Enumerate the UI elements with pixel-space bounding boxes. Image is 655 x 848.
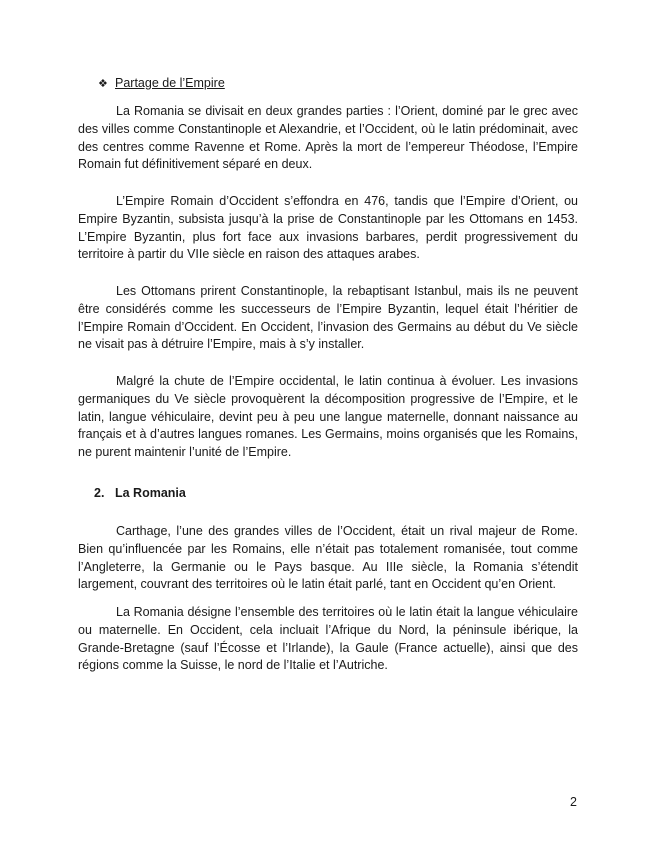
section-number: 2. bbox=[94, 486, 105, 500]
paragraph: L’Empire Romain d’Occident s’effondra en 476, tandis que l’Empire d’Orient, ou Empire Byzantin, subsista jusqu’à la prise de Constantinople par les Ottomans en 1453. L’Empire Byzantin, plus fort face aux invasions barbares, perdit progressivement du territoire à partir du VIIe siècle en raison des attaques arabes. bbox=[78, 194, 578, 262]
page-number: 2 bbox=[570, 795, 577, 809]
section-title: La Romania bbox=[115, 486, 186, 500]
subheading-partage bbox=[98, 75, 225, 92]
subheading-title: Partage de l’Empire bbox=[115, 76, 225, 90]
section-heading bbox=[94, 485, 186, 501]
diamond-bullet-icon: ❖ bbox=[98, 78, 108, 90]
paragraph: La Romania désigne l’ensemble des territoires où le latin était la langue véhiculaire ou maternelle. En Occident, cela incluait l’Afrique du Nord, la péninsule ibérique, la Grande-Bretagne (sauf l’Écosse et l’Irlande), la Gaule (France actuelle), ainsi que des régions comme la Suisse, le nord de l’Italie et l’Autriche. bbox=[78, 605, 578, 673]
paragraph: La Romania se divisait en deux grandes parties : l’Orient, dominé par le grec avec des villes comme Constantinople et Alexandrie, et l’Occident, où le latin prédominait, avec des centres comme Ravenne et Rome. Après la mort de l’empereur Théodose, l’Empire Romain fut définitivement séparé en deux. bbox=[78, 104, 578, 172]
paragraph: Carthage, l’une des grandes villes de l’Occident, était un rival majeur de Rome. Bien qu’influencée par les Romains, elle n’était pas totalement romanisée, tout comme l’Angleterre, la Germanie ou le Pays basque. Au IIIe siècle, la Romania s’étendit largement, couvrant des territoires où le latin était parlé, tant en Occident qu’en Orient. bbox=[78, 524, 578, 592]
paragraph: Les Ottomans prirent Constantinople, la rebaptisant Istanbul, mais ils ne peuvent être considérés comme les successeurs de l’Empire Byzantin, lequel était l’héritier de l’Empire Romain d’Occident. En Occident, l’invasion des Germains au début du Ve siècle ne visait pas à détruire l’Empire, mais à s’y installer. bbox=[78, 284, 578, 352]
paragraph: Malgré la chute de l’Empire occidental, le latin continua à évoluer. Les invasions germaniques du Ve siècle provoquèrent la décomposition progressive de l’Empire, et le latin, langue véhiculaire, devint peu à peu une langue maternelle, donnant naissance au français et à d’autres langues romanes. Les Germains, moins organisés que les Romains, ne purent maintenir l’unité de l’Empire. bbox=[78, 374, 578, 460]
